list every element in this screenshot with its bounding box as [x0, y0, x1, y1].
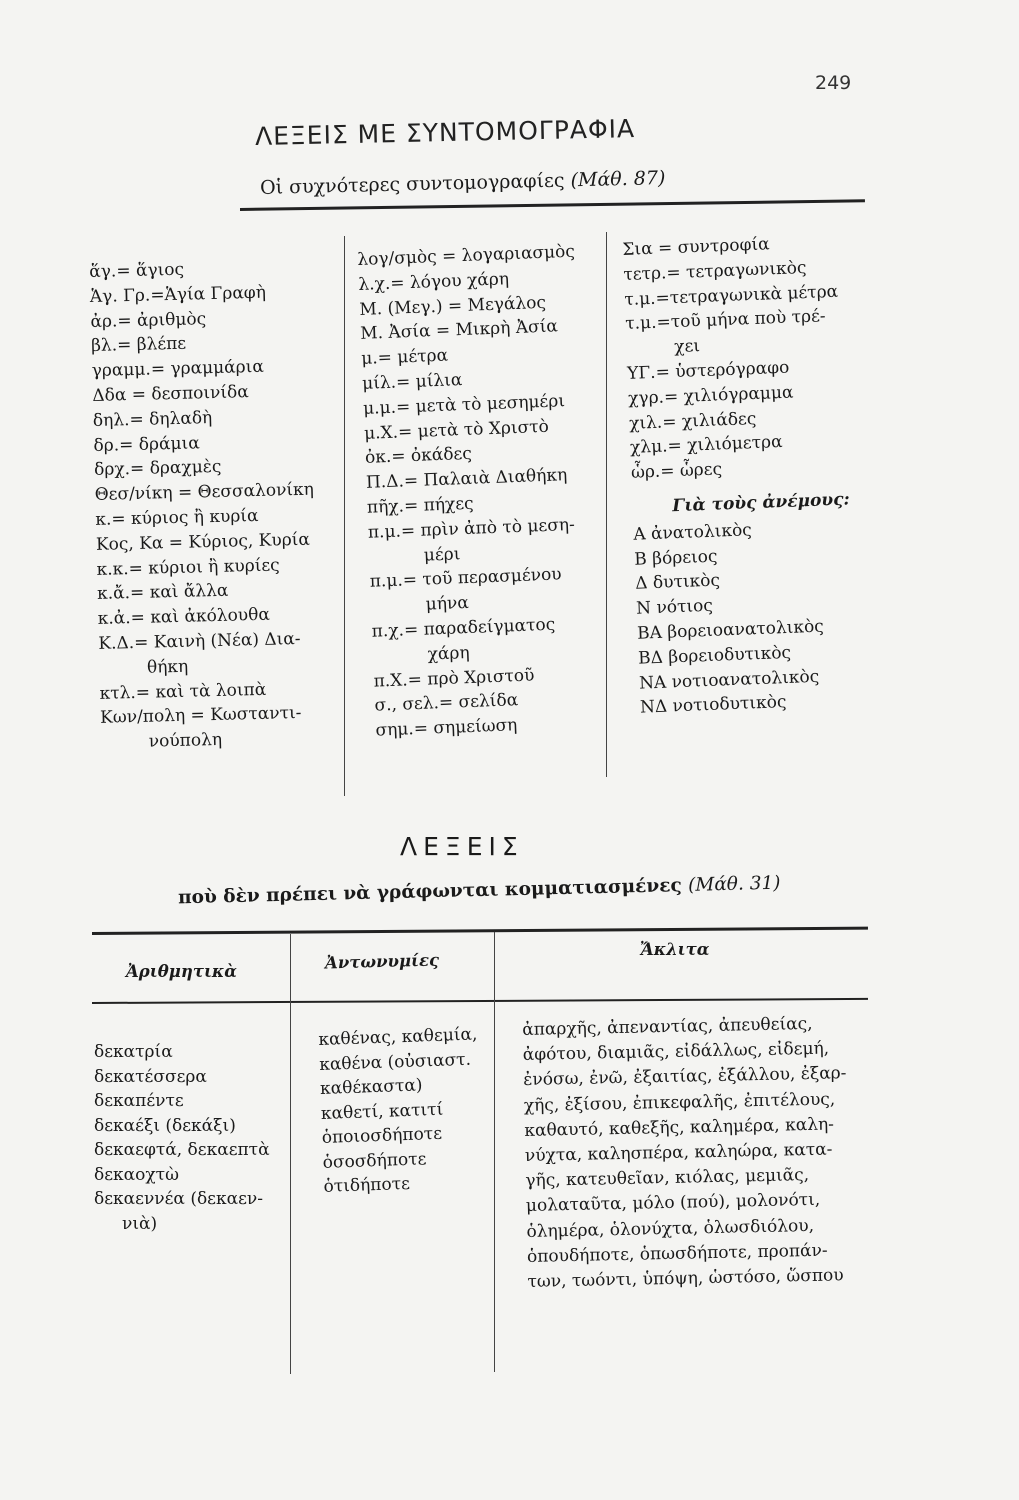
indeclinable-row: χῆς, ἐξίσου, ἐπικεφαλῆς, ἐπιτέλους, — [523, 1089, 836, 1116]
wind-row: ΒΔ βορειοδυτικὸς — [637, 642, 792, 669]
abbrev-row: γραμμ.= γραμμάρια — [91, 356, 265, 382]
wind-row: Δ δυτικὸς — [634, 570, 721, 595]
table-separator-1 — [290, 934, 291, 1374]
abbrev-row: μ.μ.= μετὰ τὸ μεσημέρι — [362, 390, 566, 419]
wind-row: Α ἀνατολικὸς — [633, 520, 753, 545]
abbrev-row: ὀκ.= ὀκάδες — [364, 444, 473, 469]
abbrev-row: πῆχ.= πήχες — [366, 493, 474, 518]
indeclinable-row: ὁπουδήποτε, ὁπωσδήποτε, προπάν- — [526, 1240, 828, 1267]
abbrev-row: Σια = συντροφία — [622, 234, 770, 260]
abbrev-row: δηλ.= δηλαδὴ — [92, 407, 213, 431]
abbrev-row-continuation: θήκη — [146, 656, 189, 678]
abbrev-row-continuation: μέρι — [423, 543, 461, 566]
pronoun-row: ὁποιοσδήποτε — [321, 1123, 443, 1148]
numeral-row: δεκατέσσερα — [94, 1066, 207, 1087]
abbrev-row: λογ/σμὸς = λογαριασμὸς — [357, 241, 576, 270]
table-separator-2 — [494, 932, 495, 1372]
abbrev-row: μ.= μέτρα — [360, 345, 449, 370]
column-separator-2 — [606, 232, 607, 777]
abbrev-row-continuation: χει — [673, 336, 701, 358]
abbrev-row: π.Χ.= πρὸ Χριστοῦ — [373, 665, 535, 692]
numerals-column — [94, 1040, 270, 1236]
header-numerals: Ἀριθμητικὰ — [126, 962, 237, 981]
wind-row: Ν νότιος — [635, 595, 714, 619]
abbrev-row: μ.Χ.= μετὰ τὸ Χριστὸ — [363, 416, 550, 444]
section2-subtitle-ref: (Μάθ. 31) — [687, 872, 781, 896]
pronoun-row: ὁτιδήποτε — [323, 1173, 411, 1197]
section2-subtitle-text: ποὺ δὲν πρέπει νὰ γράφωνται κομματιασμένες — [177, 875, 682, 909]
winds-heading: Γιὰ τοὺς ἀνέμους: — [671, 489, 851, 517]
abbrev-row: Κων/πολη = Κωσταντι- — [99, 703, 302, 729]
section2-title: ΛΕΞΕΙΣ — [400, 832, 524, 861]
numeral-row: δεκαεννέα (δεκαεν- — [94, 1189, 263, 1209]
section1-title: ΛΕΞΕΙΣ ΜΕ ΣΥΝΤΟΜΟΓΡΑΦΙΑ — [254, 114, 636, 151]
abbrev-row: τ.μ.=τετραγωνικὰ μέτρα — [623, 281, 839, 310]
abbrev-row-continuation: νούπολη — [148, 730, 223, 752]
wind-row: Β βόρειος — [633, 546, 718, 570]
indeclinable-row: ἐνόσω, ἐνῶ, ἐξαιτίας, ἐξάλλου, ἐξαρ- — [523, 1063, 847, 1091]
table-header-rule — [92, 998, 868, 1004]
abbrev-row: Μ. (Μεγ.) = Μεγάλος — [358, 292, 547, 320]
wind-row: ΒΑ βορειοανατολικὸς — [636, 616, 825, 644]
abbrev-row: σημ.= σημείωση — [375, 715, 518, 741]
abbrev-row: μίλ.= μίλια — [361, 370, 463, 394]
section1-rule — [240, 199, 865, 211]
abbrev-row: χλμ.= χιλιόμετρα — [629, 432, 783, 459]
abbrev-row: χγρ.= χιλιόγραμμα — [627, 382, 794, 409]
abbrev-row: χιλ.= χιλιάδες — [628, 408, 757, 434]
indeclinable-row: καθαυτό, καθεξῆς, καλημέρα, καλη- — [524, 1114, 835, 1141]
wind-row: ΝΔ νοτιοδυτικὸς — [639, 692, 787, 718]
table-top-rule — [92, 927, 868, 935]
numeral-row: δεκαοχτὼ — [94, 1164, 179, 1185]
abbrev-row: Θεσ/νίκη = Θεσσαλονίκη — [94, 479, 315, 506]
abbrev-column-3 — [622, 230, 858, 721]
abbrev-row: κτλ.= καὶ τὰ λοιπὰ — [99, 679, 267, 704]
pronoun-row: καθετί, κατιτί — [320, 1099, 444, 1124]
abbrev-row: δρ.= δράμια — [93, 432, 200, 456]
abbrev-row: λ.χ.= λόγου χάρη — [358, 268, 510, 295]
abbrev-row-continuation: μήνα — [425, 593, 470, 615]
abbrev-row: Π.Δ.= Παλαιὰ Διαθήκη — [365, 465, 568, 493]
indeclinable-row: ἀφότου, διαμιᾶς, εἰδάλλως, εἰδεμή, — [522, 1038, 830, 1066]
numeral-row: δεκαέξι (δεκάξι) — [94, 1115, 236, 1136]
wind-row: ΝΑ νοτιοανατολικὸς — [638, 666, 820, 694]
abbrev-column-2 — [357, 240, 593, 744]
abbrev-row: Κ.Δ.= Καινὴ (Νέα) Δια- — [98, 628, 301, 654]
abbrev-row: π.χ.= παραδείγματος — [371, 614, 556, 642]
pronoun-row: καθέκαστα) — [319, 1075, 423, 1099]
abbrev-row: σ., σελ.= σελίδα — [374, 690, 519, 716]
indeclinable-row: μολαταῦτα, μόλο (πού), μολονότι, — [525, 1190, 821, 1217]
abbrev-row: Μ. Ἀσία = Μικρὴ Ἀσία — [359, 316, 559, 345]
abbrev-row: τετρ.= τετραγωνικὸς — [623, 257, 807, 285]
indeclinable-row: ἀπαρχῆς, ἀπεναντίας, ἀπευθείας, — [522, 1013, 813, 1040]
abbrev-row: ἀρ.= ἀριθμὸς — [90, 308, 207, 332]
indeclinable-row: νύχτα, καλησπέρα, καληώρα, κατα- — [524, 1139, 833, 1166]
section1-subtitle-text: Οἱ συχνότερες συντομογραφίες — [259, 169, 565, 199]
abbrev-row: ὧρ.= ὧρες — [630, 459, 723, 483]
pronoun-row: καθένας, καθεμία, — [318, 1024, 478, 1050]
column-separator-1 — [344, 236, 345, 796]
abbrev-row-continuation: χάρη — [427, 642, 470, 665]
numeral-row-continuation: νιὰ) — [122, 1213, 158, 1234]
abbrev-row: π.μ.= πρὶν ἀπὸ τὸ μεση- — [367, 514, 576, 543]
section2-subtitle — [178, 873, 781, 909]
abbrev-row: π.μ.= τοῦ περασμένου — [369, 564, 562, 593]
numeral-row: δεκαπέντε — [94, 1091, 184, 1111]
abbrev-row: κ.= κύριος ἢ κυρία — [95, 505, 259, 530]
section1-subtitle — [260, 167, 666, 199]
abbrev-row: δρχ.= δραχμὲς — [93, 457, 222, 481]
header-pronouns: Ἀντωνυμίες — [324, 950, 440, 973]
indeclinable-row: ὁλημέρα, ὁλονύχτα, ὁλωσδιόλου, — [526, 1215, 815, 1242]
numeral-row: δεκατρία — [94, 1042, 173, 1062]
header-indeclinables: Ἄκλιτα — [640, 940, 710, 959]
abbrev-row: Δδα = δεσποινίδα — [92, 382, 250, 406]
numeral-row: δεκαεφτά, δεκαεπτὰ — [94, 1140, 270, 1160]
abbrev-row: κ.ἄ.= καὶ ἄλλα — [96, 581, 229, 605]
pronoun-row: ὁσοσδήποτε — [322, 1148, 427, 1173]
abbrev-row: Ἁγ. Γρ.=Ἁγία Γραφὴ — [89, 282, 267, 307]
abbrev-row: ΥΓ.= ὑστερόγραφο — [626, 357, 790, 384]
indeclinable-row: γῆς, κατευθεῖαν, κιόλας, μεμιᾶς, — [525, 1165, 810, 1192]
page-number: 249 — [815, 72, 852, 94]
abbrev-row: ἅγ.= ἅγιος — [89, 259, 185, 282]
indeclinable-row: των, τωόντι, ὑπόψη, ὡστόσο, ὥσπου — [527, 1265, 844, 1292]
pronoun-row: καθένα (οὐσιαστ. — [318, 1049, 472, 1075]
indeclinables-column — [522, 1011, 851, 1295]
abbrev-row: κ.κ.= κύριοι ἢ κυρίες — [96, 554, 280, 580]
abbrev-row: κ.ἀ.= καὶ ἀκόλουθα — [97, 604, 271, 630]
abbrev-row: βλ.= βλέπε — [90, 334, 187, 357]
abbrev-row: Κος, Κα = Κύριος, Κυρία — [95, 529, 311, 555]
abbrev-column-1 — [89, 255, 320, 756]
section1-subtitle-ref: (Μάθ. 87) — [570, 167, 666, 192]
pronouns-column — [318, 1022, 483, 1199]
abbrev-row: τ.μ.=τοῦ μήνα ποὺ τρέ- — [624, 306, 826, 335]
